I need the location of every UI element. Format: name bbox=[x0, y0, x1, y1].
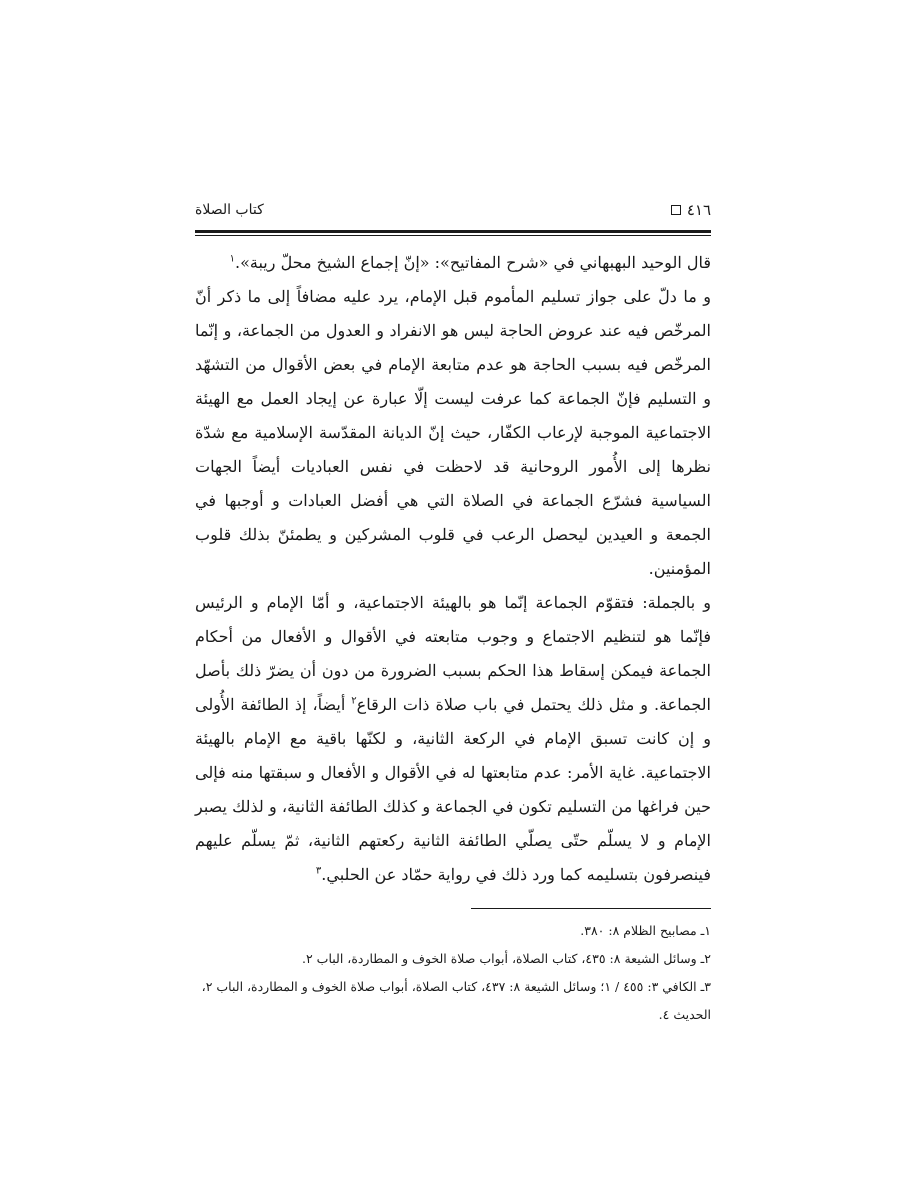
page-number: ٤١٦ bbox=[686, 201, 711, 219]
body-text bbox=[195, 246, 711, 892]
running-title: كتاب الصلاة bbox=[195, 202, 264, 218]
book-page bbox=[195, 190, 711, 1029]
page-header bbox=[195, 190, 711, 230]
paragraph-3 bbox=[195, 586, 711, 892]
footnote-3: ٣ـ الكافي ٣: ٤٥٥ / ١؛ وسائل الشيعة ٨: ٤٣٧، كتاب الصلاة، أبواب صلاة الخوف و المطاردة، الباب ٢، الحديث ٤. bbox=[201, 979, 711, 1022]
paragraph-2: و ما دلّ على جواز تسليم المأموم قبل الإمام، يرد عليه مضافاً إلى ما ذكر أنّ المرخّص فيه عند عروض الحاجة ليس هو الانفراد و العدول من الجماعة، و إنّما المرخّص فيه بسبب الحاجة هو عدم متابعة الإمام في بعض الأقوال من التشهّد و التسليم فإنّ الجماعة كما عرفت ليست إلّا عبارة عن إيجاد العمل مع الهيئة الاجتماعية الموجبة لإرعاب الكفّار، حيث إنّ الديانة المقدّسة الإسلامية مع شدّة نظرها إلى الأُمور الروحانية قد لاحظت في نفس العباديات أيضاً الجهات السياسية فشرّع الجماعة في الصلاة التي هي أفضل العبادات و أوجبها في الجمعة و العيدين ليحصل الرعب في قلوب المشركين و يطمئنّ بذلك قلوب المؤمنين. bbox=[195, 287, 712, 578]
paragraph-3-text-a: و بالجملة: فتقوّم الجماعة إنّما هو بالهيئة الاجتماعية، و أمّا الإمام و الرئيس فإنّما هو لتنظيم الاجتماع و وجوب متابعته في الأقوال و الأفعال من أحكام الجماعة فيمكن إسقاط هذا الحكم بسبب الضرورة من دون أن يضرّ ذلك بأصل الجماعة. و مثل ذلك يحتمل في باب صلاة ذات الرقاع bbox=[195, 593, 711, 714]
footnote-separator bbox=[471, 908, 711, 909]
paragraph-1-text: قال الوحيد البهبهاني في «شرح المفاتيح»: «إنّ إجماع الشيخ محلّ ريبة». bbox=[235, 253, 711, 272]
footnote-2: ٢ـ وسائل الشيعة ٨: ٤٣٥، كتاب الصلاة، أبواب صلاة الخوف و المطاردة، الباب ٢. bbox=[302, 951, 711, 966]
page-number-block bbox=[671, 201, 711, 219]
footnote-1: ١ـ مصابيح الظلام ٨: ٣٨٠. bbox=[580, 923, 711, 938]
square-icon bbox=[671, 205, 681, 215]
footnote-ref-2: ٢ bbox=[351, 695, 357, 707]
footnote-ref-3: ٣ bbox=[315, 865, 322, 877]
paragraph-1 bbox=[195, 246, 711, 280]
footnote-ref-1: ١ bbox=[229, 253, 236, 265]
paragraph-3-text-b: أيضاً، إذ الطائفة الأُولى و إن كانت تسبق الإمام في الركعة الثانية، و لكنّها باقية مع الإمام بالهيئة الاجتماعية. غاية الأمر: عدم متابعتها له في الأقوال و الأفعال و سبقتها منه فإلى حين فراغها من التسليم تكون في الجماعة و كذلك الطائفة الثانية، و لذلك يصبر الإمام و لا يسلّم حتّى يصلّي الطائفة الثانية ركعتهم الثانية، ثمّ يسلّم عليهم فينصرفون بتسليمه كما ورد ذلك في رواية حمّاد عن الحلبي. bbox=[195, 695, 712, 884]
footnotes bbox=[195, 917, 711, 1029]
header-rule bbox=[195, 230, 711, 236]
